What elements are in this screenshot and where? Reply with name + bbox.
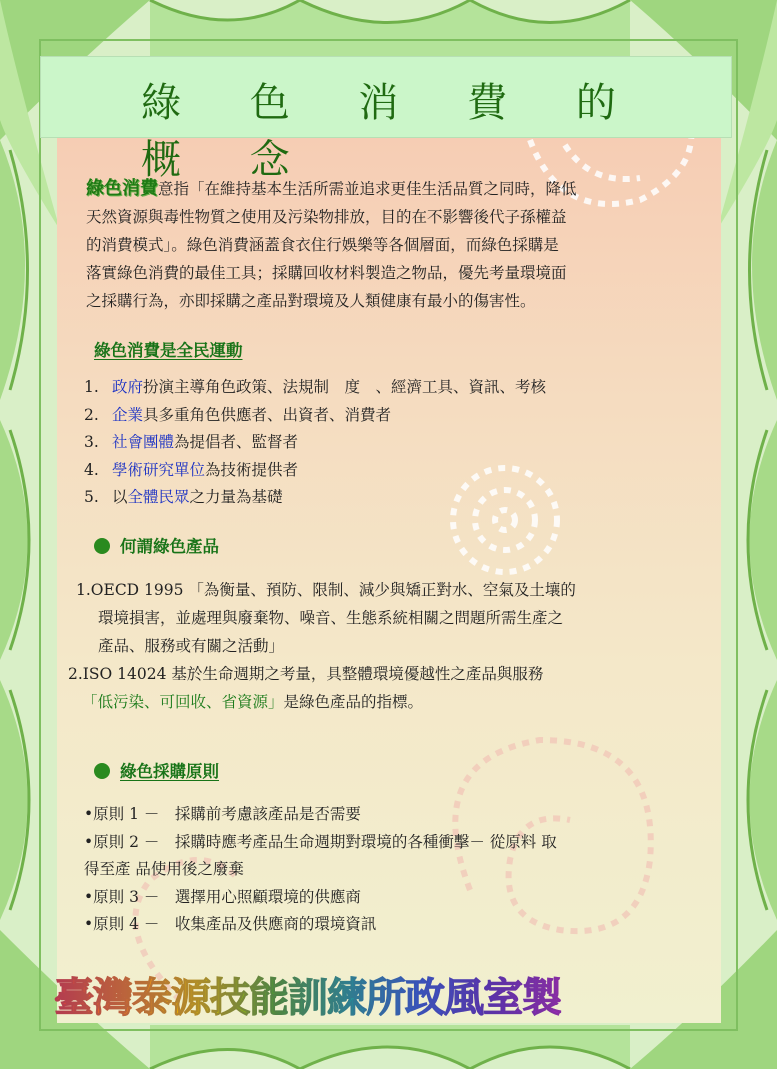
section-heading-green-consumption: 綠色消費是全民運動 (94, 341, 243, 360)
principle-3: •原則 3 － 選擇用心照顧環境的供應商 (84, 887, 361, 906)
page-title: 綠 色 消 費 的 概 念 (141, 80, 644, 183)
intro-line-2: 天然資源與毒性物質之使用及污染物排放，目的在不影響後代子孫權益 (86, 208, 567, 226)
producer-banner: 臺灣泰源技能訓練所政風室製 (54, 966, 561, 1023)
green-dot-icon (94, 763, 110, 779)
green-dot-icon (94, 538, 110, 554)
list-item: 2. 企業具多重角色供應者、出資者、消費者 (84, 405, 392, 424)
item-number: 1. (76, 581, 91, 599)
intro-lead-term: 綠色消費 (86, 178, 158, 199)
iso-green-criteria: 「低污染、可回收、省資源」 (82, 693, 284, 711)
intro-paragraph (86, 175, 701, 315)
list-item: 3. 社會團體為提倡者、監督者 (84, 433, 299, 451)
section1-list (84, 374, 546, 512)
list-item: 1. 政府扮演主導角色政策、法規制 度 、經濟工具、資訊、考核 (84, 378, 547, 396)
section-heading-green-product: 何謂綠色產品 (94, 533, 219, 557)
principle-1: •原則 1 － 採購前考慮該產品是否需要 (84, 805, 361, 823)
list-item: 4. 學術研究單位為技術提供者 (84, 460, 299, 479)
intro-line-4: 落實綠色消費的最佳工具；採購回收材料製造之物品，優先考量環境面 (86, 264, 567, 282)
section2-body (68, 576, 716, 716)
section-heading-purchase-principles: 綠色採購原則 (94, 758, 219, 782)
intro-line-1: 意指「在維持基本生活所需並追求更佳生活品質之同時，降低 (158, 180, 577, 198)
item-number: 2. (68, 665, 83, 683)
principle-4: •原則 4 － 收集產品及供應商的環境資訊 (84, 915, 377, 933)
list-item: 5. 以全體民眾之力量為基礎 (84, 488, 283, 506)
oecd-line-3: 產品、服務或有關之活動」 (98, 637, 285, 655)
intro-line-5: 之採購行為，亦即採購之產品對環境及人類健康有最小的傷害性。 (86, 292, 536, 310)
section3-body (84, 801, 704, 939)
iso-line-1: ISO 14024 基於生命週期之考量，具整體環境優越性之產品與服務 (82, 665, 544, 683)
title-box (40, 56, 732, 183)
intro-line-3: 的消費模式」。綠色消費涵蓋食衣住行娛樂等各個層面，而綠色採購是 (86, 236, 559, 254)
oecd-line-1: OECD 1995 「為衡量、預防、限制、減少與矯正對水、空氣及土壤的 (90, 581, 576, 599)
iso-line-2: 是綠色產品的指標。 (283, 693, 424, 711)
oecd-line-2: 環境損害，並處理與廢棄物、噪音、生態系統相關之問題所需生產之 (98, 609, 564, 627)
principle-2: •原則 2 － 採購時應考產品生命週期對環境的各種衝擊－ 從原料 取 (84, 832, 557, 851)
principle-2-cont: 得至產 品使用後之廢棄 (84, 860, 244, 878)
